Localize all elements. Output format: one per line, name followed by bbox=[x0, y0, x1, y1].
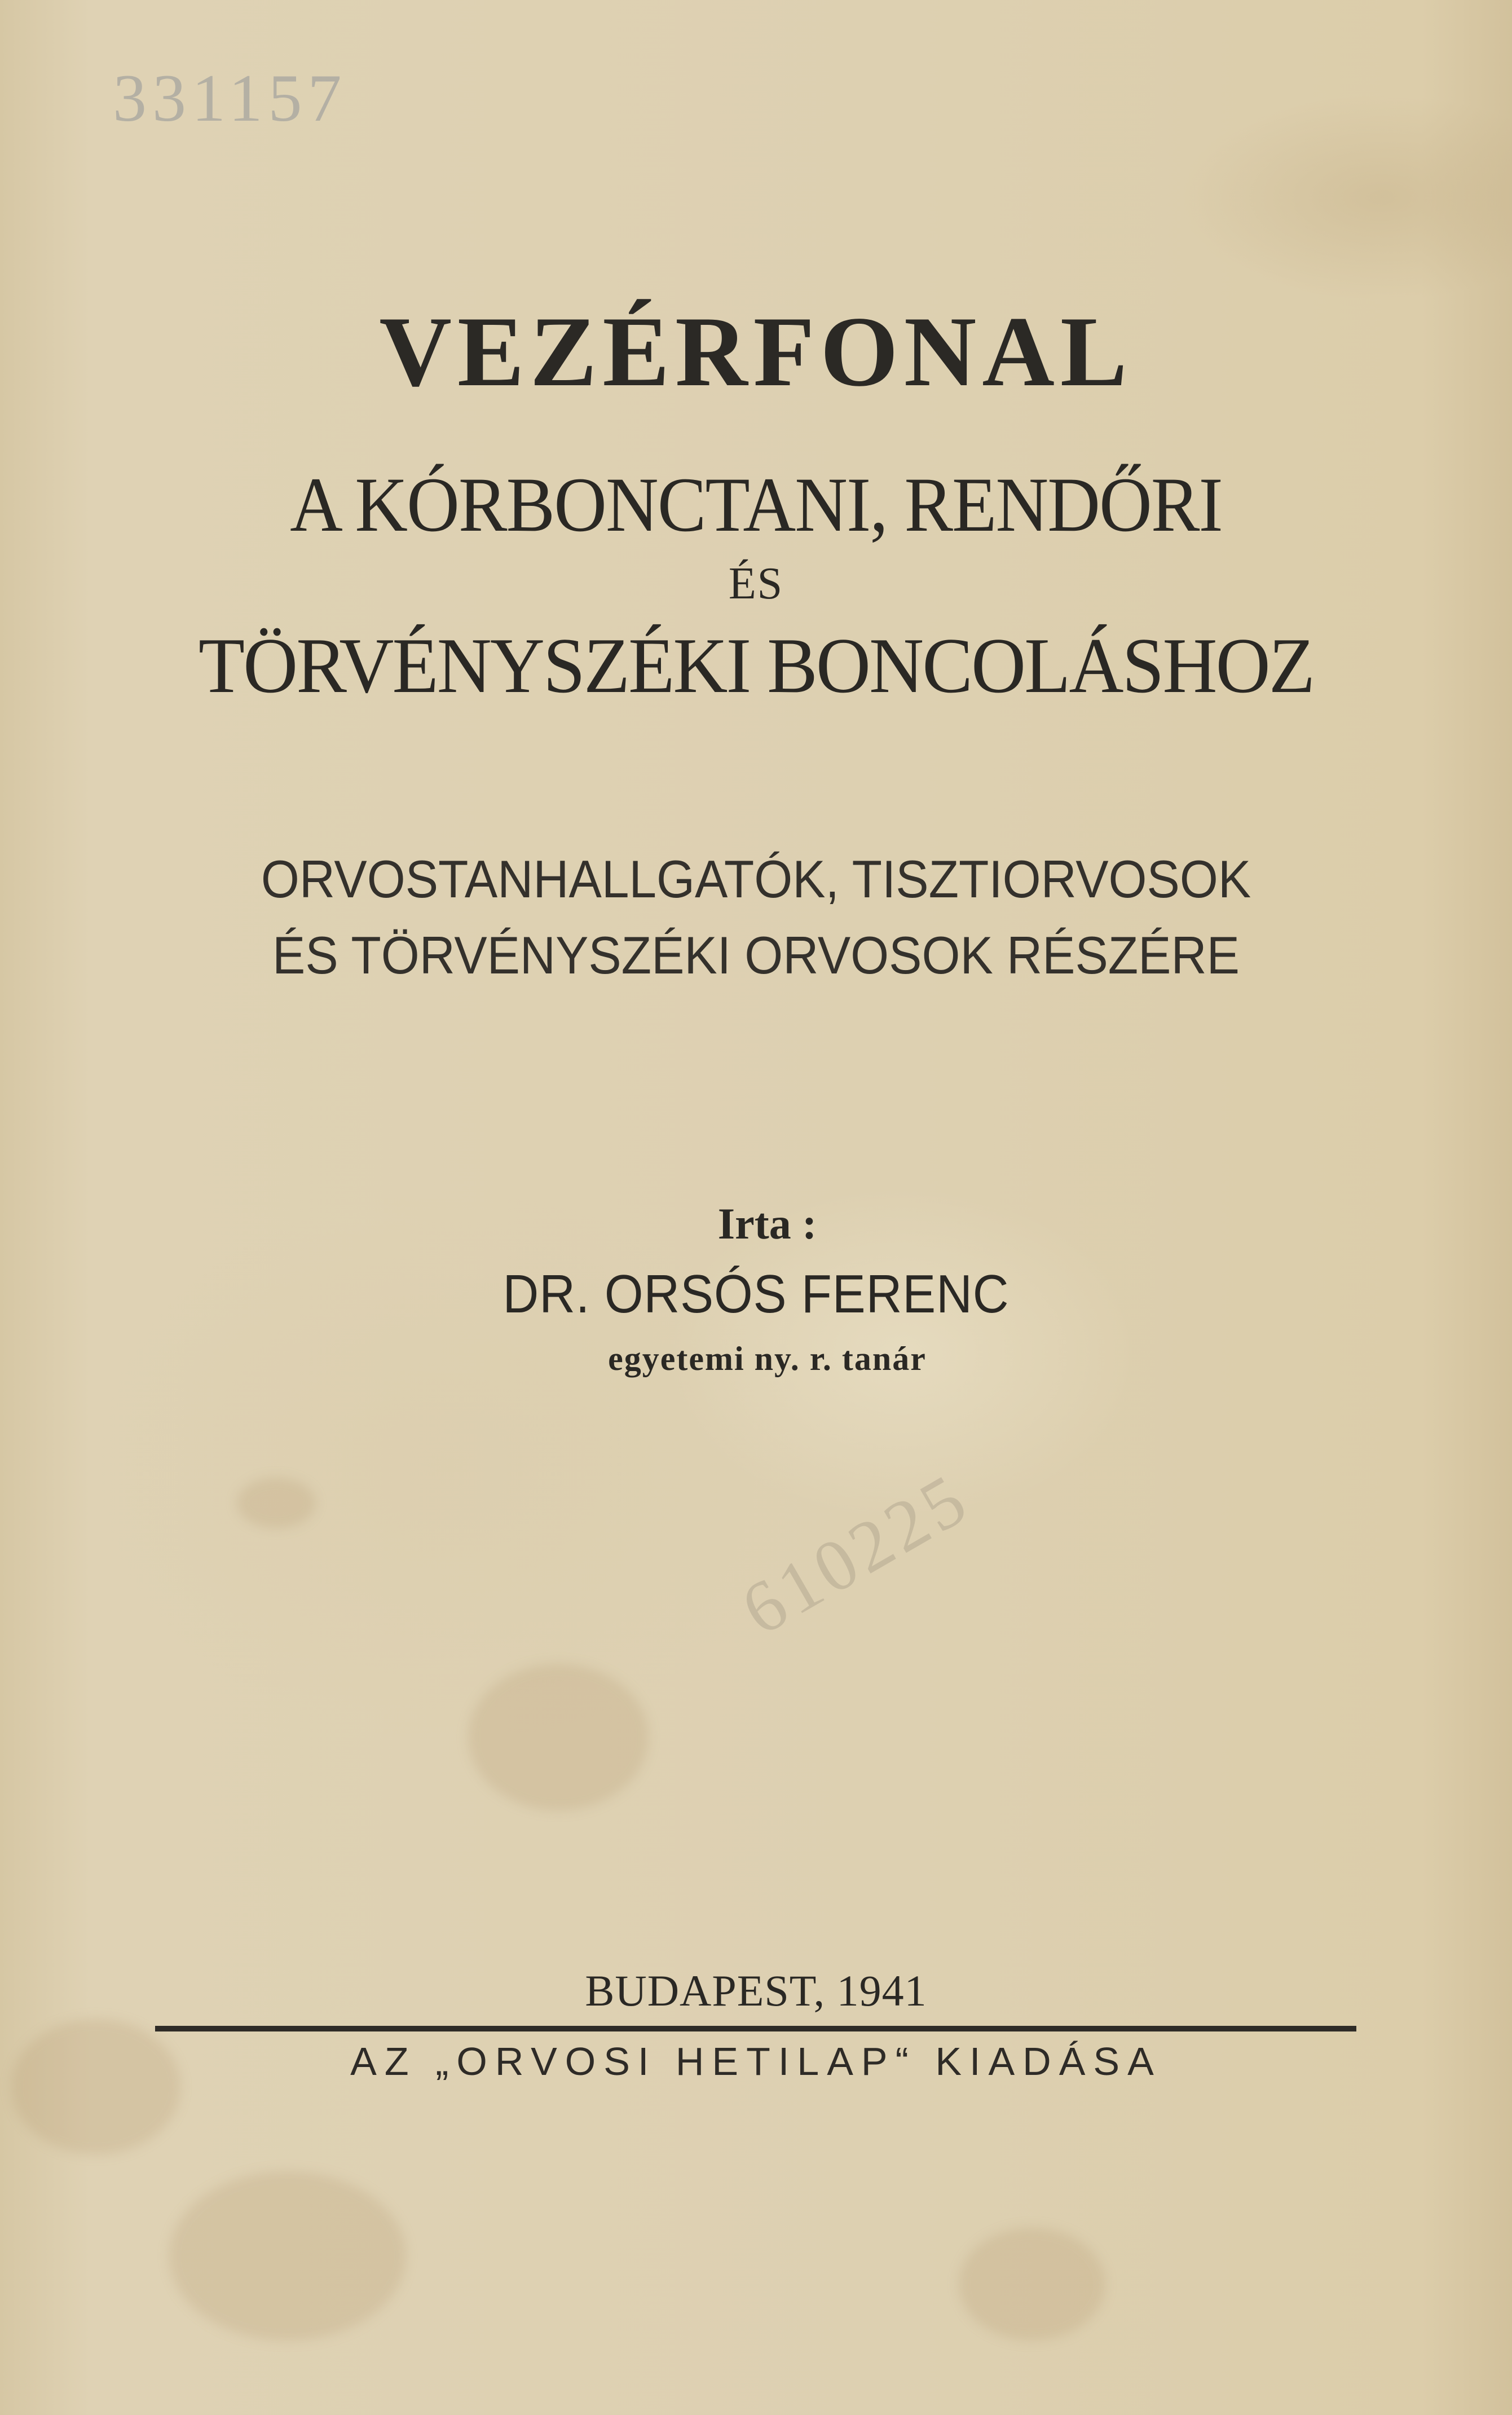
subtitle-line-1: A KÓRBONCTANI, RENDŐRI bbox=[290, 461, 1222, 548]
book-title: VEZÉRFONAL bbox=[379, 296, 1133, 407]
catalog-stamp-number: 331157 bbox=[113, 60, 347, 135]
paper-stain bbox=[468, 1664, 649, 1810]
subtitle-line-2: TÖRVÉNYSZÉKI BONCOLÁSHOZ bbox=[198, 622, 1314, 709]
author-name: DR. ORSÓS FERENC bbox=[502, 1264, 1010, 1324]
byline-label: Irta : bbox=[717, 1199, 817, 1248]
subtitle-conjunction: ÉS bbox=[728, 559, 784, 609]
paper-stain bbox=[237, 1478, 316, 1528]
paper-stain bbox=[169, 2171, 406, 2341]
imprint-publisher: AZ „ORVOSI HETILAP“ KIADÁSA bbox=[350, 2039, 1162, 2083]
imprint-rule bbox=[155, 2026, 1356, 2031]
audience-line-2: ÉS TÖRVÉNYSZÉKI ORVOSOK RÉSZÉRE bbox=[272, 926, 1240, 985]
author-title: egyetemi ny. r. tanár bbox=[608, 1340, 927, 1377]
paper-stain bbox=[959, 2228, 1105, 2341]
faint-stamp-number: 610225 bbox=[728, 1457, 983, 1651]
audience-line-1: ORVOSTANHALLGATÓK, TISZTIORVOSOK bbox=[261, 849, 1251, 909]
imprint-place-year: BUDAPEST, 1941 bbox=[585, 1966, 927, 2015]
